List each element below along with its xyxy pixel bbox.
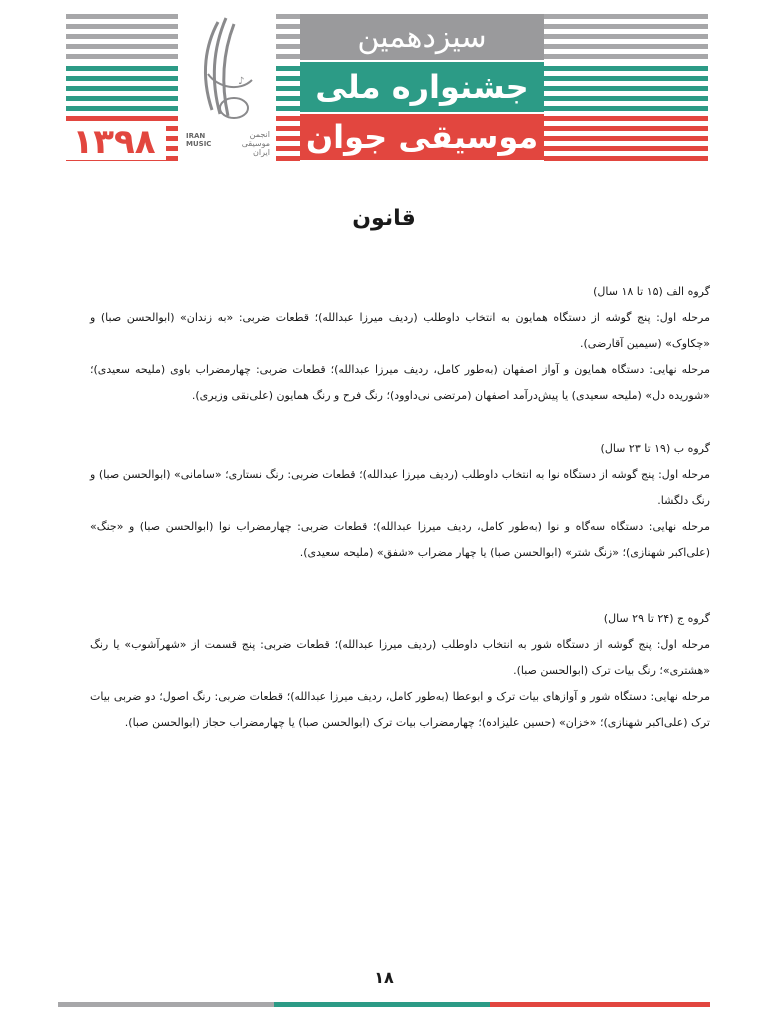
stage-one-paragraph: مرحله اول: پنج گوشه از دستگاه نوا به انتخاب داوطلب (ردیف میرزا عبدالله)؛ قطعات ضربی: رنگ نستاری؛ «سامانی» (ابوالحسن صبا) و رنگ دلگشا. xyxy=(90,468,710,507)
footer-bar-red xyxy=(490,1002,710,1007)
footer-bar-teal xyxy=(274,1002,490,1007)
stage-one-paragraph: مرحله اول: پنج گوشه از دستگاه همایون به انتخاب داوطلب (ردیف میرزا عبدالله)؛ قطعات ضربی: «به زندان» (ابوالحسن صبا) و «چکاوک» (سیمین آقارضی). xyxy=(90,311,710,350)
page-title: قانون xyxy=(352,206,416,231)
banner-year: ۱۳۹۸ xyxy=(62,124,166,160)
iran-music-association-logo xyxy=(178,14,276,162)
group-heading: گروه ج (۲۴ تا ۲۹ سال) xyxy=(603,612,710,625)
group-heading: گروه ب (۱۹ تا ۲۳ سال) xyxy=(600,442,710,455)
logo-persian-text: انجمن موسیقی ایران xyxy=(241,130,270,157)
banner-line-edition: سیزدهمین xyxy=(300,14,544,60)
stage-one-paragraph: مرحله اول: پنج گوشه از دستگاه شور به انتخاب داوطلب (ردیف میرزا عبدالله)؛ قطعات ضربی: پنج قسمت از «شهرآشوب» یا رنگ «هشتری»؛ رنگ بیات ترک (ابوالحسن صبا). xyxy=(90,638,710,677)
final-stage-paragraph: مرحله نهایی: دستگاه همایون و آواز اصفهان (به‌طور کامل، ردیف میرزا عبدالله)؛ قطعات ضربی: چهارمضراب باوی (ملیحه سعیدی)؛ «شوریده دل» (ملیحه سعیدی) یا پیش‌درآمد اصفهان (مرتضی نی‌داوود)؛ رنگ فرح و رنگ همایون (علی‌نقی وزیری). xyxy=(90,363,710,402)
banner-line-music: موسیقی جوان xyxy=(300,114,544,160)
footer-bar-gray xyxy=(58,1002,274,1007)
banner-line-festival: جشنواره ملی xyxy=(300,62,544,112)
group-alef-section xyxy=(90,279,710,409)
page-number: ۱۸ xyxy=(374,968,394,987)
music-emblem-icon xyxy=(178,14,276,132)
logo-english-text: IRAN MUSIC xyxy=(186,132,212,148)
svg-text:♪: ♪ xyxy=(238,76,245,87)
group-jim-section xyxy=(90,606,710,736)
group-heading: گروه الف (۱۵ تا ۱۸ سال) xyxy=(593,285,710,298)
festival-banner xyxy=(0,0,768,170)
group-be-section xyxy=(90,436,710,566)
final-stage-paragraph: مرحله نهایی: دستگاه سه‌گاه و نوا (به‌طور کامل، ردیف میرزا عبدالله)؛ قطعات ضربی: چهارمضراب نوا (ابوالحسن صبا) و «جنگ» (علی‌اکبر شهنازی)؛ «زنگ شتر» (ابوالحسن صبا) یا چهار مضراب «شفق» (ملیحه سعیدی). xyxy=(90,520,710,559)
final-stage-paragraph: مرحله نهایی: دستگاه شور و آوازهای بیات ترک و ابوعطا (به‌طور کامل، ردیف میرزا عبدالله)؛ قطعات ضربی: رنگ اصول؛ دو ضربی بیات ترک (علی‌اکبر شهنازی)؛ «خزان» (حسین علیزاده)؛ چهارمضراب بیات ترک (ابوالحسن صبا) یا چهارمضراب حجاز (ابوالحسن صبا). xyxy=(90,690,710,729)
